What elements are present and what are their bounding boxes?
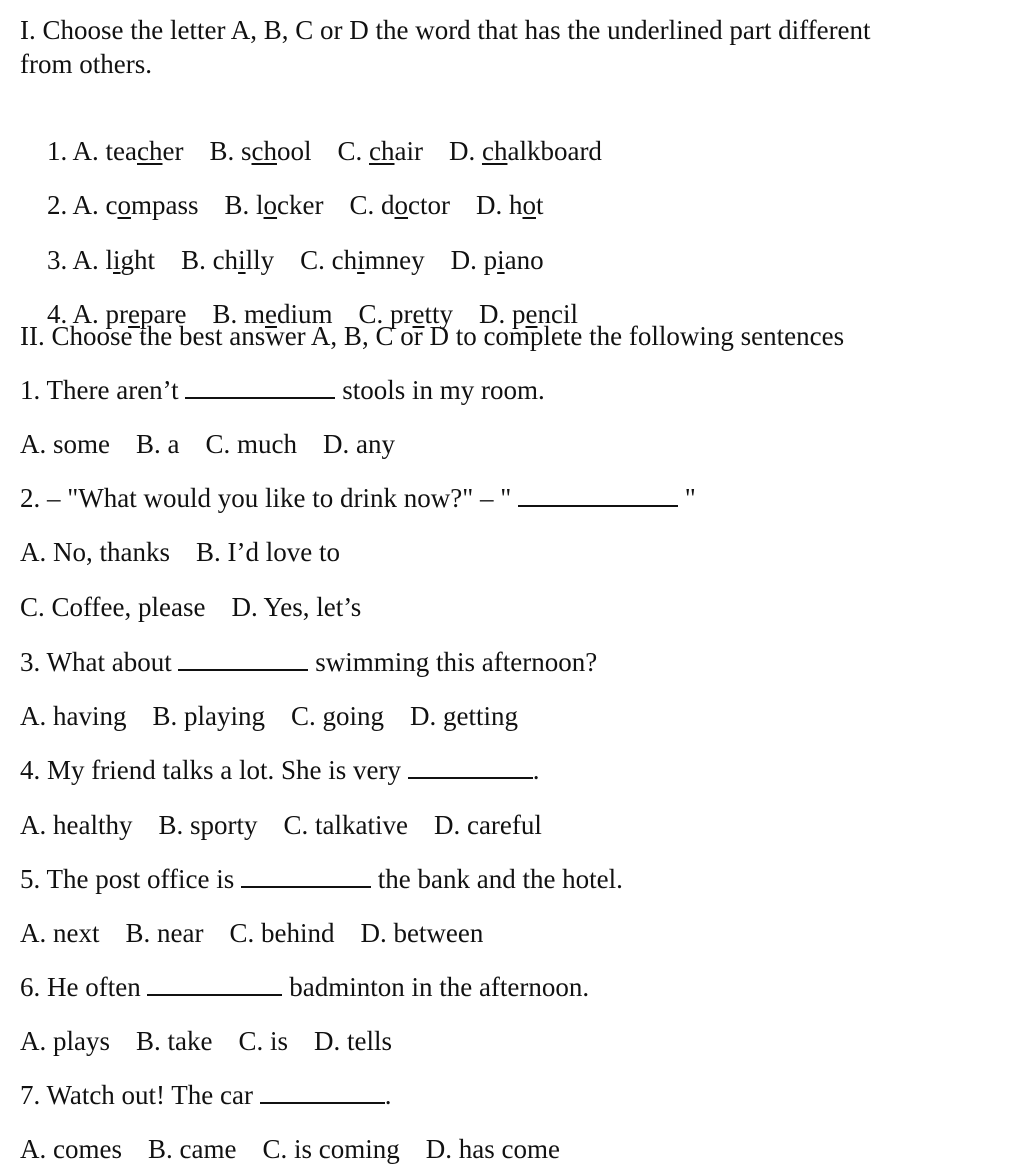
s2-question-4: 4. My friend talks a lot. She is very . bbox=[20, 755, 540, 785]
answer-blank[interactable] bbox=[408, 755, 533, 779]
answer-blank[interactable] bbox=[178, 647, 308, 671]
s2-question-6: 6. He often badminton in the afternoon. bbox=[20, 972, 590, 1002]
s2-question-1: 1. There aren’t stools in my room. bbox=[20, 375, 545, 405]
s2-question-3: 3. What about swimming this afternoon? bbox=[20, 647, 598, 677]
s1-question-3: 3. A. light B. chilly C. chimney D. piano bbox=[47, 245, 544, 276]
s1-question-4: 4. A. prepare B. medium C. pretty D. pencil bbox=[47, 299, 578, 330]
answer-blank[interactable] bbox=[241, 864, 371, 888]
section2-heading: II. Choose the best answer A, B, C or D to complete the following sentences bbox=[20, 321, 845, 351]
s2-q2-options-row1: A. No, thanks B. I’d love to bbox=[20, 537, 340, 567]
s2-q1-options: A. some B. a C. much D. any bbox=[20, 429, 395, 459]
s1-question-2: 2. A. compass B. locker C. doctor D. hot bbox=[47, 190, 544, 221]
s2-q2-options-row2: C. Coffee, please D. Yes, let’s bbox=[20, 592, 362, 622]
s2-q7-options: A. comes B. came C. is coming D. has come bbox=[20, 1134, 560, 1164]
s2-q3-options: A. having B. playing C. going D. getting bbox=[20, 701, 518, 731]
section1-heading-line2: from others. bbox=[20, 49, 152, 79]
s1-question-1: 1. A. teacher B. school C. chair D. chalkboard bbox=[47, 136, 602, 167]
answer-blank[interactable] bbox=[185, 375, 335, 399]
s2-q6-options: A. plays B. take C. is D. tells bbox=[20, 1026, 393, 1056]
answer-blank[interactable] bbox=[260, 1080, 385, 1104]
answer-blank[interactable] bbox=[147, 972, 282, 996]
answer-blank[interactable] bbox=[518, 483, 678, 507]
s2-q5-options: A. next B. near C. behind D. between bbox=[20, 918, 484, 948]
s2-question-2: 2. – "What would you like to drink now?" – " " bbox=[20, 483, 696, 513]
section1-heading-line1: I. Choose the letter A, B, C or D the word that has the underlined part different bbox=[20, 15, 871, 45]
s2-question-5: 5. The post office is the bank and the hotel. bbox=[20, 864, 623, 894]
s2-question-7: 7. Watch out! The car . bbox=[20, 1080, 392, 1110]
s2-q4-options: A. healthy B. sporty C. talkative D. careful bbox=[20, 810, 542, 840]
